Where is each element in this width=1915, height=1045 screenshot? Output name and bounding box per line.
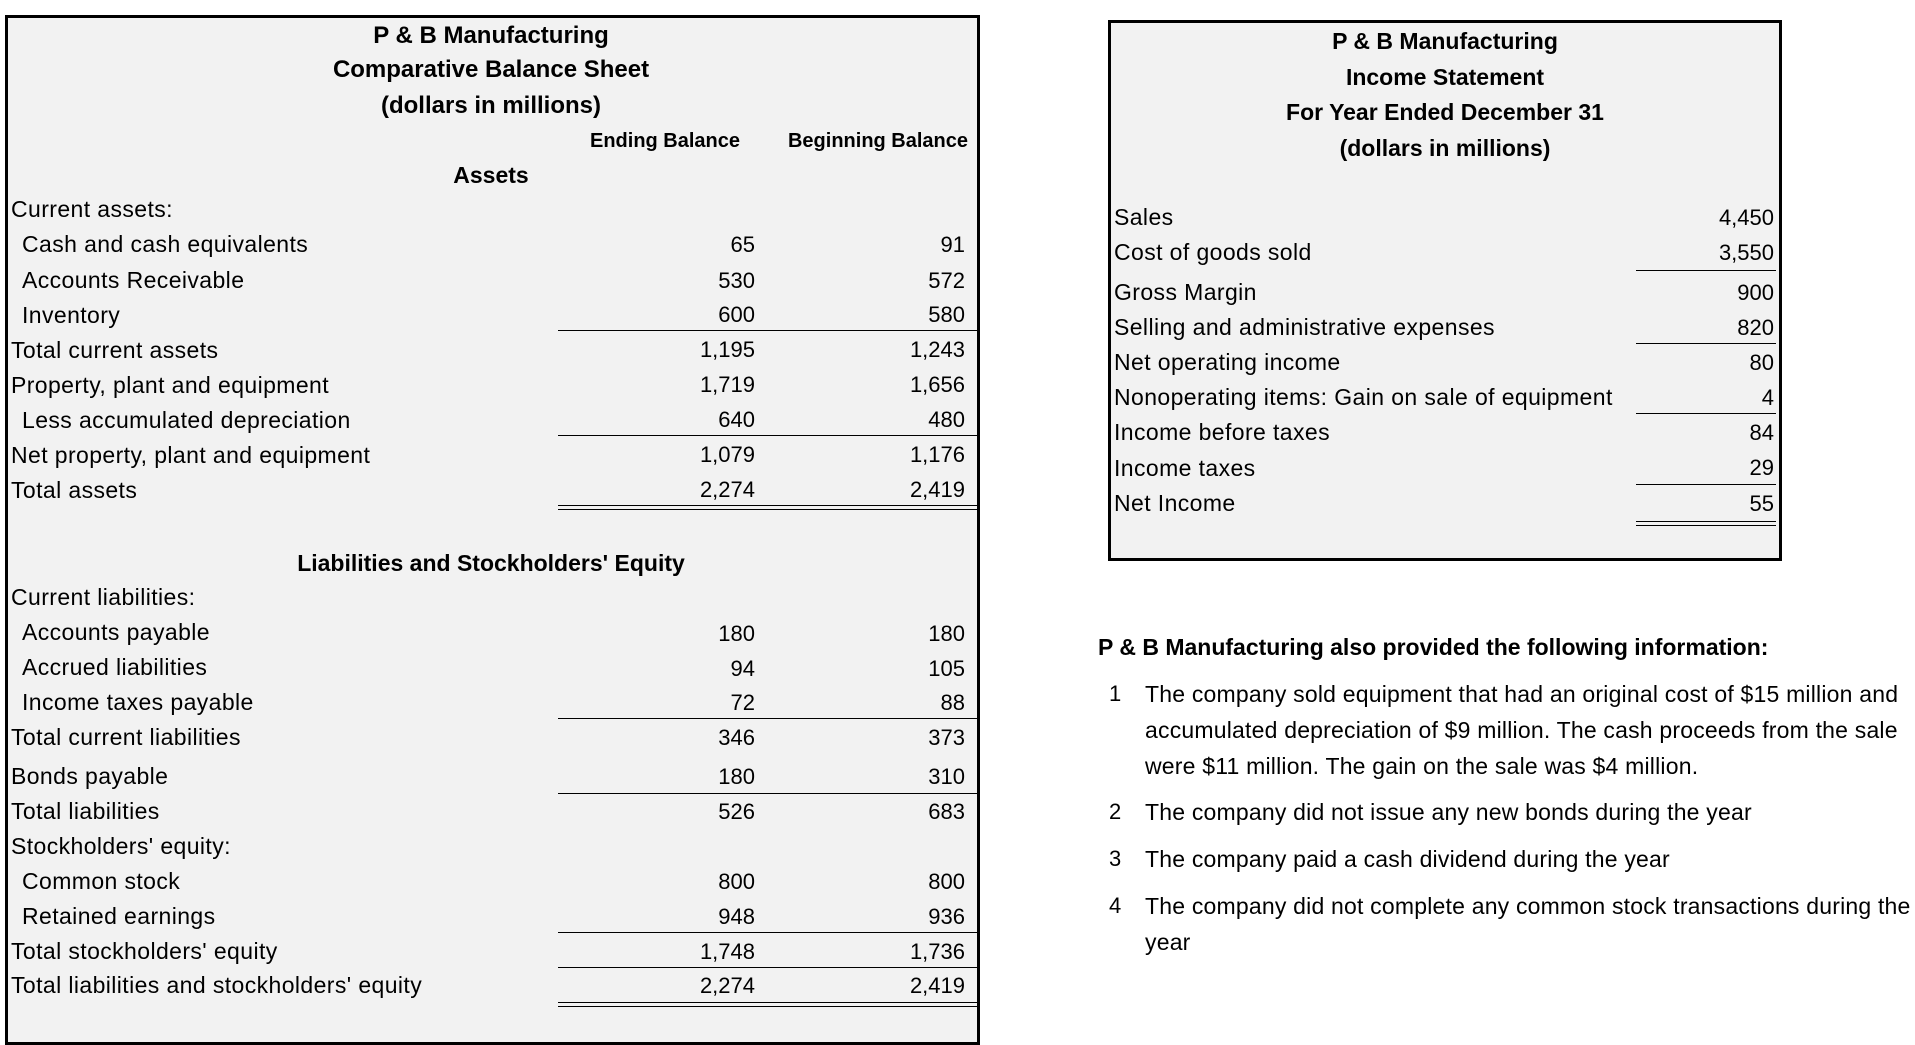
- additional-info-title: P & B Manufacturing also provided the following information:: [1098, 634, 1769, 660]
- bs-ending-value: 800: [718, 869, 755, 894]
- bs-beginning-value: 800: [928, 869, 965, 894]
- info-item-text: The company sold equipment that had an original cost of $15 million and accumulated depreciation of $9 million. The cash proceeds from the sale were $11 million. The gain on the sale was $4 million.: [1145, 681, 1899, 779]
- info-item-number: 1: [1109, 681, 1122, 706]
- bs-beginning-value: 1,656: [909, 372, 965, 397]
- bs-subtotal-rule: [558, 330, 978, 331]
- bs-row-label: Inventory: [22, 302, 121, 328]
- bs-row-label: Income taxes payable: [22, 689, 254, 715]
- bs-title: Comparative Balance Sheet: [332, 56, 650, 83]
- bs-beginning-value: 2,419: [909, 477, 965, 502]
- info-item-number: 2: [1109, 799, 1122, 824]
- bs-subtotal-rule: [558, 793, 978, 794]
- bs-beginning-value: 1,176: [909, 442, 965, 467]
- bs-beginning-value: 310: [928, 764, 965, 789]
- bs-ending-value: 72: [730, 690, 755, 715]
- is-row-label: Net Income: [1114, 490, 1236, 516]
- bs-units: (dollars in millions): [380, 92, 602, 119]
- bs-row-label: Retained earnings: [22, 903, 216, 929]
- bs-row-label: Total stockholders' equity: [11, 938, 278, 964]
- bs-row-label: Total current liabilities: [11, 724, 241, 750]
- is-row-value: 3,550: [1718, 240, 1774, 265]
- bs-total-double-rule: [558, 505, 978, 510]
- bs-beginning-value: 91: [940, 232, 965, 257]
- is-row-value: 4: [1761, 385, 1774, 410]
- bs-beginning-value: 105: [928, 656, 965, 681]
- bs-beginning-value: 373: [928, 725, 965, 750]
- bs-beginning-value: 88: [940, 690, 965, 715]
- is-row-value: 820: [1737, 315, 1774, 340]
- is-title: Income Statement: [1345, 64, 1545, 90]
- bs-row-label: Accounts Receivable: [22, 267, 245, 293]
- bs-subtotal-rule: [558, 718, 978, 719]
- bs-total-double-rule: [558, 1002, 978, 1007]
- bs-beginning-value: 936: [928, 904, 965, 929]
- is-company-name: P & B Manufacturing: [1332, 28, 1558, 54]
- bs-row-label: Net property, plant and equipment: [11, 442, 371, 468]
- is-subtotal-rule: [1636, 413, 1776, 414]
- bs-ending-value: 1,719: [699, 372, 755, 397]
- bs-beginning-value: 2,419: [909, 973, 965, 998]
- bs-beginning-value: 1,243: [909, 337, 965, 362]
- bs-row-label: Total liabilities: [11, 798, 160, 824]
- is-row-label: Gross Margin: [1114, 279, 1257, 305]
- is-row-label: Net operating income: [1114, 349, 1341, 375]
- is-row-value: 900: [1737, 280, 1774, 305]
- bs-ending-value: 2,274: [699, 973, 755, 998]
- info-item-text: The company paid a cash dividend during the year: [1145, 846, 1670, 872]
- is-row-value: 55: [1749, 491, 1774, 516]
- bs-row-label: Total liabilities and stockholders' equity: [11, 972, 423, 998]
- bs-row-label: Total current assets: [11, 337, 219, 363]
- bs-ending-value: 600: [718, 302, 755, 327]
- bs-row-label: Total assets: [11, 477, 138, 503]
- bs-beginning-value: 683: [928, 799, 965, 824]
- bs-beginning-value: 480: [928, 407, 965, 432]
- bs-company-name: P & B Manufacturing: [373, 22, 609, 49]
- bs-subtotal-rule: [558, 932, 978, 933]
- is-row-label: Income taxes: [1114, 455, 1256, 481]
- bs-beginning-value: 580: [928, 302, 965, 327]
- bs-ending-value: 948: [718, 904, 755, 929]
- is-row-label: Income before taxes: [1114, 419, 1330, 445]
- is-period: For Year Ended December 31: [1286, 99, 1604, 125]
- bs-ending-value: 180: [718, 621, 755, 646]
- is-subtotal-rule: [1636, 484, 1776, 485]
- bs-row-label: Current liabilities:: [11, 584, 196, 610]
- bs-ending-value: 1,079: [699, 442, 755, 467]
- is-row-label: Selling and administrative expenses: [1114, 314, 1495, 340]
- is-subtotal-rule: [1636, 343, 1776, 344]
- is-row-value: 80: [1749, 350, 1774, 375]
- bs-col-beginning: Beginning Balance: [787, 130, 969, 152]
- is-row-label: Cost of goods sold: [1114, 239, 1312, 265]
- bs-liabilities-header: Liabilities and Stockholders' Equity: [297, 550, 685, 576]
- bs-row-label: Stockholders' equity:: [11, 833, 231, 859]
- bs-beginning-value: 180: [928, 621, 965, 646]
- bs-row-label: Accrued liabilities: [22, 654, 208, 680]
- is-units: (dollars in millions): [1339, 135, 1551, 161]
- info-item-number: 3: [1109, 846, 1122, 871]
- is-row-label: Nonoperating items: Gain on sale of equipment: [1114, 384, 1613, 410]
- is-row-value: 4,450: [1718, 205, 1774, 230]
- bs-row-label: Accounts payable: [22, 619, 210, 645]
- bs-col-ending: Ending Balance: [589, 130, 741, 152]
- is-subtotal-rule: [1636, 270, 1776, 271]
- bs-row-label: Current assets:: [11, 196, 173, 222]
- bs-ending-value: 65: [730, 232, 755, 257]
- bs-ending-value: 2,274: [699, 477, 755, 502]
- is-row-value: 84: [1749, 420, 1774, 445]
- bs-ending-value: 526: [718, 799, 755, 824]
- bs-row-label: Bonds payable: [11, 763, 169, 789]
- bs-ending-value: 640: [718, 407, 755, 432]
- bs-ending-value: 346: [718, 725, 755, 750]
- is-row-value: 29: [1749, 455, 1774, 480]
- bs-ending-value: 1,195: [699, 337, 755, 362]
- bs-row-label: Common stock: [22, 868, 181, 894]
- info-item-text: The company did not issue any new bonds during the year: [1145, 799, 1752, 825]
- bs-subtotal-rule: [558, 967, 978, 968]
- bs-row-label: Cash and cash equivalents: [22, 231, 309, 257]
- bs-ending-value: 94: [730, 656, 755, 681]
- is-row-label: Sales: [1114, 204, 1174, 230]
- bs-row-label: Property, plant and equipment: [11, 372, 330, 398]
- bs-row-label: Less accumulated depreciation: [22, 407, 351, 433]
- bs-beginning-value: 1,736: [909, 939, 965, 964]
- info-item-number: 4: [1109, 893, 1122, 918]
- bs-beginning-value: 572: [928, 268, 965, 293]
- bs-subtotal-rule: [558, 435, 978, 436]
- bs-ending-value: 1,748: [699, 939, 755, 964]
- is-total-double-rule: [1636, 521, 1776, 526]
- info-item-text: The company did not complete any common stock transactions during the year: [1145, 893, 1911, 955]
- bs-assets-header: Assets: [453, 162, 529, 188]
- bs-ending-value: 530: [718, 268, 755, 293]
- bs-ending-value: 180: [718, 764, 755, 789]
